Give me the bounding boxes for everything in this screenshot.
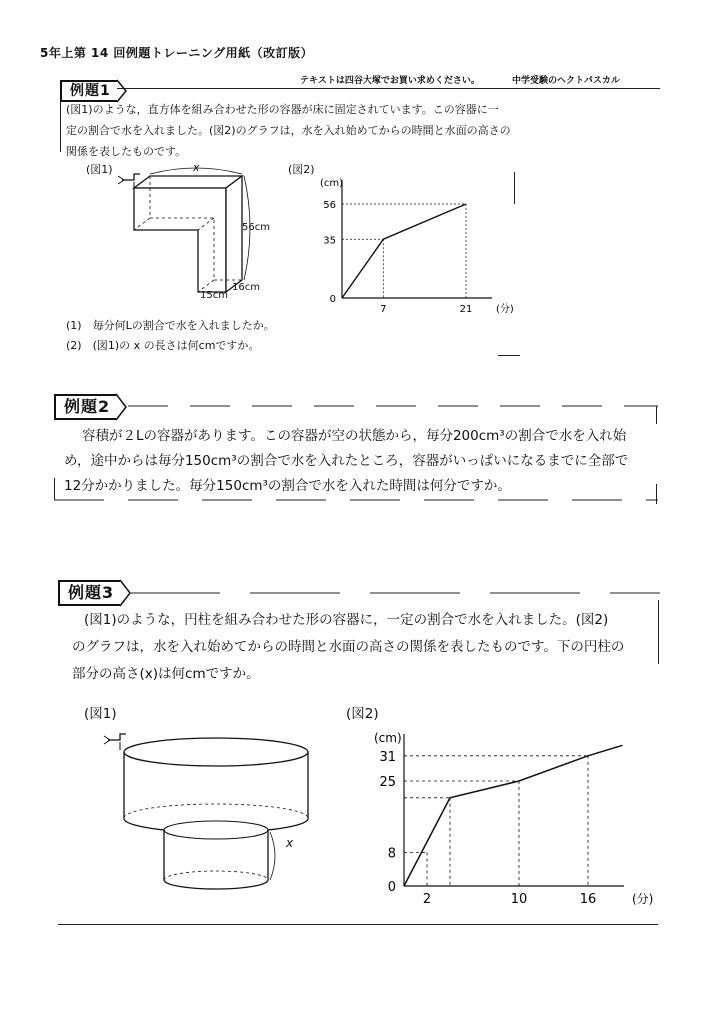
problem1-fig1-label: (図1) bbox=[86, 163, 113, 176]
problem2-top-dashed-rule bbox=[128, 404, 658, 408]
problem3-badge bbox=[58, 580, 132, 606]
x-tick-label: 2 bbox=[422, 892, 432, 907]
brand-text: 中学受験のヘクトパスカル bbox=[512, 76, 620, 86]
problem3-cylinder-figure bbox=[104, 726, 314, 896]
badge-arrow-icon bbox=[116, 394, 128, 420]
problem1-badge-label: 例題1 bbox=[60, 80, 117, 102]
problem2-text-2: め，途中からは毎分150cm³の割合で水を入れたところ，容器がいっぱいになるまでに全部で bbox=[64, 453, 629, 469]
problem2-text-3: 12分かかりました。毎分150cm³の割合で水を入れた時間は何分ですか。 bbox=[64, 478, 511, 494]
y-axis-unit: (cm) bbox=[374, 731, 402, 745]
page-title: 5年上第 14 回例題トレーニング用紙（改訂版） bbox=[40, 46, 314, 60]
y-tick-label: 0 bbox=[329, 294, 336, 305]
problem1-text-3: 関係を表したものです。 bbox=[66, 145, 187, 158]
badge-arrow-icon bbox=[117, 80, 127, 102]
y-tick-label: 0 bbox=[387, 880, 396, 895]
x-tick-label: 21 bbox=[459, 304, 473, 315]
problem1-graph bbox=[310, 172, 514, 315]
problem3-fig1-x-label: x bbox=[286, 836, 294, 850]
problem1-badge bbox=[60, 80, 127, 102]
problem3-text-3: 部分の高さ(x)は何cmですか。 bbox=[72, 666, 260, 682]
series-line bbox=[342, 204, 466, 298]
problem2-right-rule-top bbox=[656, 406, 657, 424]
problem3-fig1-label: (図1) bbox=[84, 706, 117, 722]
problem1-fig1-height-label: 56cm bbox=[242, 222, 270, 233]
problem1-text-1: (図1)のような，直方体を組み合わせた形の容器が床に固定されています。この容器に一 bbox=[66, 103, 499, 116]
problem1-answer-rule bbox=[498, 355, 520, 356]
problem1-question-1: (1) 毎分何Lの割合で水を入れましたか。 bbox=[66, 319, 275, 332]
x-tick-label: 16 bbox=[579, 892, 597, 907]
y-axis-unit: (cm) bbox=[320, 178, 344, 189]
problem3-top-dashed-rule bbox=[130, 591, 660, 595]
problem1-text-2: 定の割合で水を入れました。(図2)のグラフは，水を入れ始めてからの時間と水面の高さの bbox=[66, 124, 511, 137]
series-line bbox=[404, 745, 623, 886]
y-tick-label: 35 bbox=[323, 235, 336, 247]
problem3-text-1: (図1)のような，円柱を組み合わせた形の容器に，一定の割合で水を入れました。(図2) bbox=[84, 612, 609, 628]
y-tick-label: 56 bbox=[323, 200, 336, 211]
y-tick-label: 25 bbox=[379, 775, 396, 790]
problem2-badge-label: 例題2 bbox=[54, 394, 116, 420]
problem1-left-rule bbox=[60, 100, 61, 152]
y-tick-label: 31 bbox=[379, 749, 396, 765]
faucet-icon bbox=[104, 734, 126, 750]
problem1-fig1-w1-label: 15cm bbox=[200, 290, 228, 301]
problem3-bottom-rule bbox=[58, 924, 658, 925]
x-axis-unit: (分) bbox=[632, 892, 654, 906]
problem2-left-rule bbox=[54, 478, 55, 500]
problem2-text-1: 容積が２Lの容器があります。この容器が空の状態から，毎分200cm³の割合で水を入れ始 bbox=[82, 428, 627, 444]
problem3-text-2: のグラフは，水を入れ始めてからの時間と水面の高さの関係を表したものです。下の円柱の bbox=[72, 639, 625, 655]
y-tick-label: 8 bbox=[387, 846, 396, 862]
problem2-badge bbox=[54, 394, 128, 420]
problem3-graph bbox=[364, 726, 654, 912]
problem3-fig2-label: (図2) bbox=[346, 706, 379, 722]
problem1-right-rule bbox=[514, 172, 515, 204]
problem1-fig2-label: (図2) bbox=[288, 163, 315, 176]
problem1-question-2: (2) (図1)の x の長さは何cmですか。 bbox=[66, 339, 260, 352]
problem1-fig1-w2-label: 16cm bbox=[232, 282, 260, 293]
x-tick-label: 10 bbox=[510, 892, 528, 907]
x-tick-label: 7 bbox=[380, 304, 387, 315]
problem3-right-rule bbox=[658, 600, 659, 664]
notice-text: テキストは四谷大塚でお買い求めください。 bbox=[300, 76, 480, 86]
problem1-top-rule bbox=[60, 88, 660, 89]
problem1-fig1-x-label: x bbox=[193, 161, 200, 174]
problem3-badge-label: 例題3 bbox=[58, 580, 120, 606]
x-axis-unit: (分) bbox=[496, 304, 514, 315]
